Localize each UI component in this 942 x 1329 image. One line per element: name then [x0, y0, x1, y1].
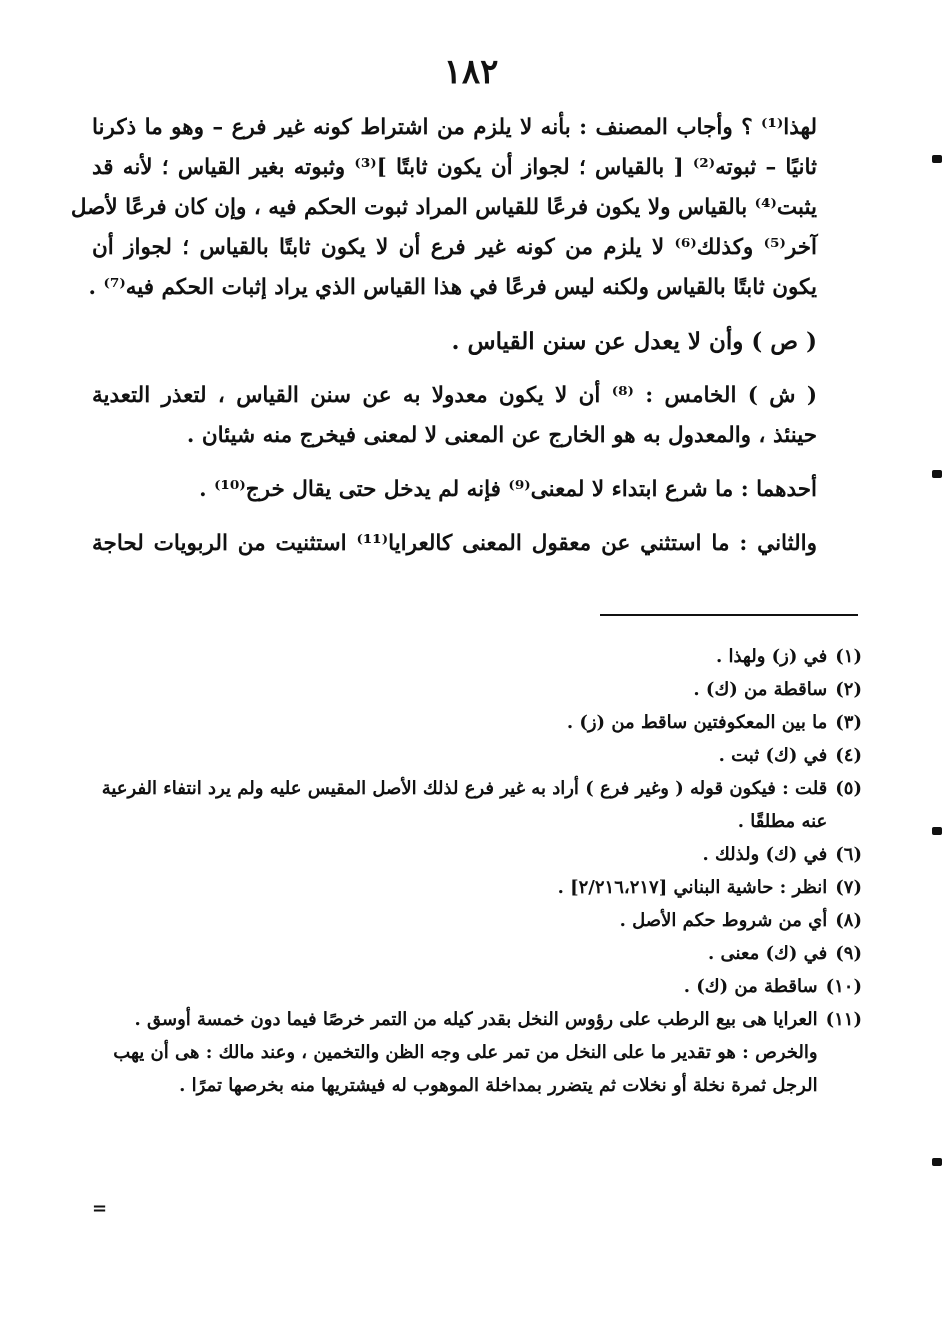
- footnote-number: (٨): [835, 910, 862, 931]
- footnotes: [92, 640, 862, 1102]
- footnote-text: قلت : فيكون قوله ( وغير فرع ) أراد به غير فرع لذلك الأصل المقيس عليه ولم يرد انتفاء الفرعية عنه مطلقًا .: [101, 778, 828, 832]
- scan-margin-mark: [932, 827, 942, 835]
- footnote-number: (٥): [835, 778, 862, 799]
- body-line: يثبت⁽⁴⁾ بالقياس ولا يكون فرعًا للقياس المراد ثبوت الحكم فيه ، وإن كان فرعًا لأصل: [70, 195, 817, 220]
- body-line: آخر⁽⁵⁾ وكذلك⁽⁶⁾ لا يلزم من كونه غير فرع أن لا يكون ثابتًا بالقياس ؛ لجواز أن: [92, 235, 817, 260]
- scan-margin-mark: [932, 470, 942, 478]
- footnote-number: (١٠): [825, 976, 862, 997]
- footnote-text: في (ز) ولهذا .: [715, 646, 828, 667]
- main-text: [70, 108, 817, 564]
- footnote-item: [92, 970, 862, 1003]
- footnote-item: [92, 706, 862, 739]
- footnote-number: (٣): [835, 712, 862, 733]
- footnote-text: في (ك) ولذلك .: [702, 844, 828, 865]
- footnote-item: [92, 772, 862, 838]
- footnote-item: [92, 937, 862, 970]
- footnote-item: [92, 838, 862, 871]
- scan-margin-mark: [932, 1158, 942, 1166]
- sharh-line: حينئذ ، والمعدول به هو الخارج عن المعنى لا لمعنى فيخرج منه شيئان .: [186, 423, 817, 448]
- footnote-number: (٩): [835, 943, 862, 964]
- footnote-text: في (ك) ثبت .: [718, 745, 828, 766]
- footnote-number: (٢): [835, 679, 862, 700]
- matn-heading: ( ص ) وأن لا يعدل عن سنن القياس .: [451, 328, 817, 355]
- footnote-text: ساقطة من (ك) .: [693, 679, 828, 700]
- body-line: ثانيًا – ثبوته⁽²⁾ [ بالقياس ؛ لجواز أن يكون ثابتًا ]⁽³⁾ وثبوته بغير القياس ؛ لأنه قد: [92, 155, 817, 180]
- footnote-number: (١١): [825, 1009, 862, 1030]
- footnote-number: (١): [835, 646, 862, 667]
- scan-margin-mark: [932, 155, 942, 163]
- footnote-item: [92, 673, 862, 706]
- footnote-number: (٧): [835, 877, 862, 898]
- page-number: ١٨٢: [443, 52, 499, 92]
- footnote-number: (٦): [835, 844, 862, 865]
- footnote-item: [92, 739, 862, 772]
- footnote-item: [92, 1003, 862, 1102]
- footnote-item: [92, 640, 862, 673]
- continuation-mark: =: [92, 1198, 108, 1219]
- sharh-line: ( ش ) الخامس : ⁽⁸⁾ أن لا يكون معدولا به عن سنن القياس ، لتعذر التعدية: [92, 383, 817, 408]
- footnote-text: العرايا هى بيع الرطب على رؤوس النخل بقدر كيله من التمر خرصًا فيما دون خمسة أوسق . والخرص : هو تقدير ما على النخل من تمر على وجه الظن والتخمين ، وعند مالك : هى أن يهب الرجل ثمرة نخلة أو نخلات ثم يتضرر بمداخلة الموهوب له فيشتريها منه بخرصها تمرًا .: [113, 1009, 818, 1096]
- first-item: أحدهما : ما شرع ابتداء لا لمعنى⁽⁹⁾ فإنه لم يدخل حتى يقال خرج⁽¹⁰⁾ .: [199, 477, 817, 502]
- footnote-item: [92, 871, 862, 904]
- footnote-text: ساقطة من (ك) .: [683, 976, 818, 997]
- footnote-text: أي من شروط حكم الأصل .: [619, 910, 828, 931]
- footnote-item: [92, 904, 862, 937]
- footnote-text: انظر : حاشية البناني [٢/٢١٦،٢١٧] .: [557, 877, 828, 898]
- footnote-text: في (ك) معنى .: [707, 943, 828, 964]
- second-item: والثاني : ما استثني عن معقول المعنى كالعرايا⁽¹¹⁾ استثنيت من الربويات لحاجة: [92, 531, 817, 556]
- body-line: لهذا⁽¹⁾ ؟ وأجاب المصنف : بأنه لا يلزم من اشتراط كونه غير فرع – وهو ما ذكرنا: [92, 115, 817, 140]
- footnote-divider: [600, 614, 858, 616]
- footnote-text: ما بين المعكوفتين ساقط من (ز) .: [566, 712, 828, 733]
- body-line: يكون ثابتًا بالقياس ولكنه ليس فرعًا في هذا القياس الذي يراد إثبات الحكم فيه⁽⁷⁾ .: [88, 275, 817, 300]
- footnote-number: (٤): [835, 745, 862, 766]
